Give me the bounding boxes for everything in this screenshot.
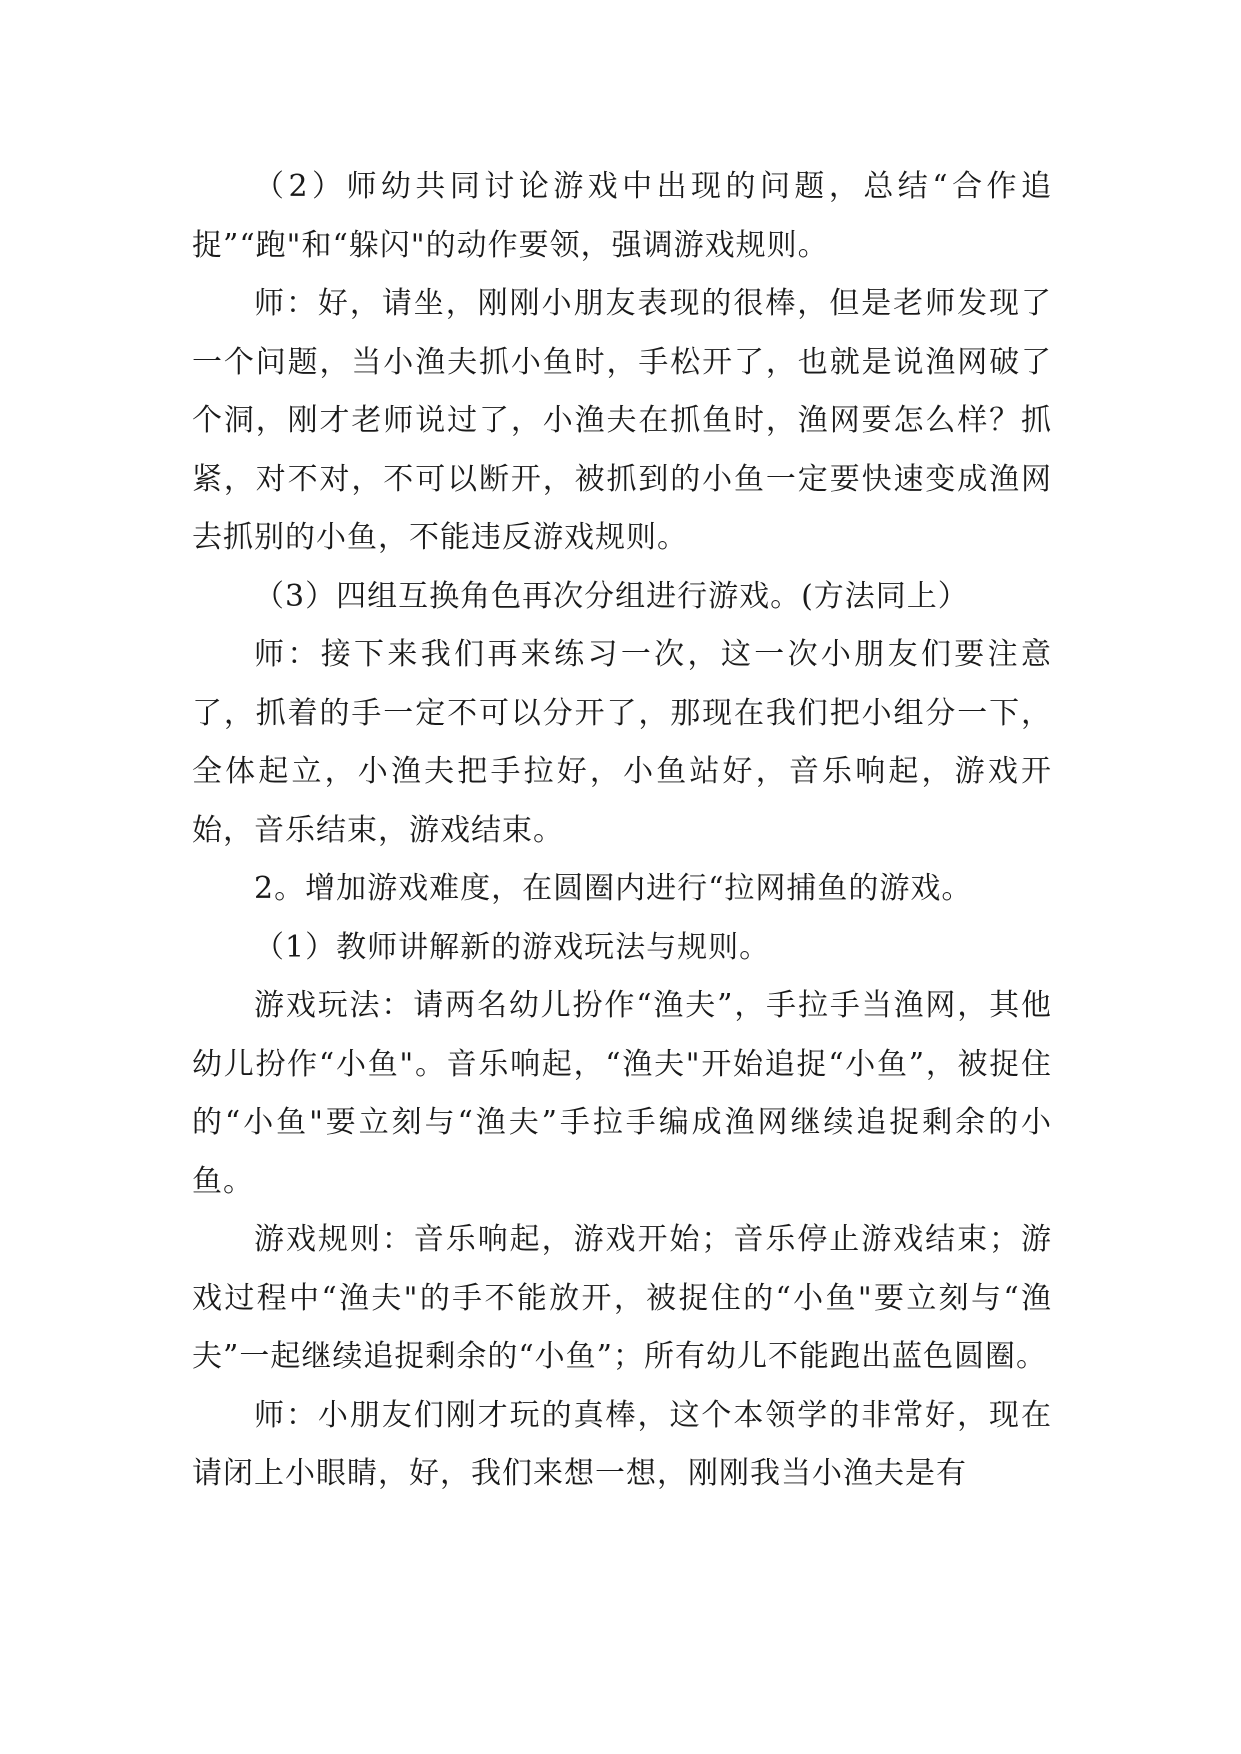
paragraph-role-swap: （3）四组互换角色再次分组进行游戏。(方法同上） xyxy=(254,578,969,614)
paragraph-discussion: （2）师幼共同讨论游戏中出现的问题，总结“合作追捉”“跑"和“躲闪"的动作要领，强调游戏规则。 xyxy=(192,169,1052,263)
paragraph-game-rules: 游戏规则：音乐响起，游戏开始；音乐停止游戏结束；游戏过程中“渔夫"的手不能放开，被捉住的“小鱼"要立刻与“渔夫”一起继续追捉剩余的“小鱼”；所有幼儿不能跑出蓝色圆圈。 xyxy=(192,1222,1052,1374)
paragraph-teacher-closing: 师：小朋友们刚才玩的真棒，这个本领学的非常好，现在请闭上小眼睛，好，我们来想一想，刚刚我当小渔夫是有 xyxy=(192,1397,1052,1491)
body-text xyxy=(192,158,1052,1504)
paragraph-increase-difficulty: 2。增加游戏难度，在圆圈内进行“拉网捕鱼的游戏。 xyxy=(254,871,973,906)
paragraph-new-rules-intro: （1）教师讲解新的游戏玩法与规则。 xyxy=(254,929,771,965)
paragraph-teacher-practice: 师：接下来我们再来练习一次，这一次小朋友们要注意了，抓着的手一定不可以分开了，那现在我们把小组分一下，全体起立，小渔夫把手拉好，小鱼站好，音乐响起，游戏开始，音乐结束，游戏结束。 xyxy=(192,637,1052,848)
paragraph-game-play: 游戏玩法：请两名幼儿扮作“渔夫”，手拉手当渔网，其他幼儿扮作“小鱼"。音乐响起，“渔夫"开始追捉“小鱼”，被捉住的“小鱼"要立刻与“渔夫”手拉手编成渔网继续追捉剩余的小鱼。 xyxy=(192,988,1052,1199)
paragraph-teacher-feedback: 师：好，请坐，刚刚小朋友表现的很棒，但是老师发现了一个问题，当小渔夫抓小鱼时，手松开了，也就是说渔网破了个洞，刚才老师说过了，小渔夫在抓鱼时，渔网要怎么样？抓紧，对不对，不可以断开，被抓到的小鱼一定要快速变成渔网去抓别的小鱼，不能违反游戏规则。 xyxy=(192,286,1052,555)
